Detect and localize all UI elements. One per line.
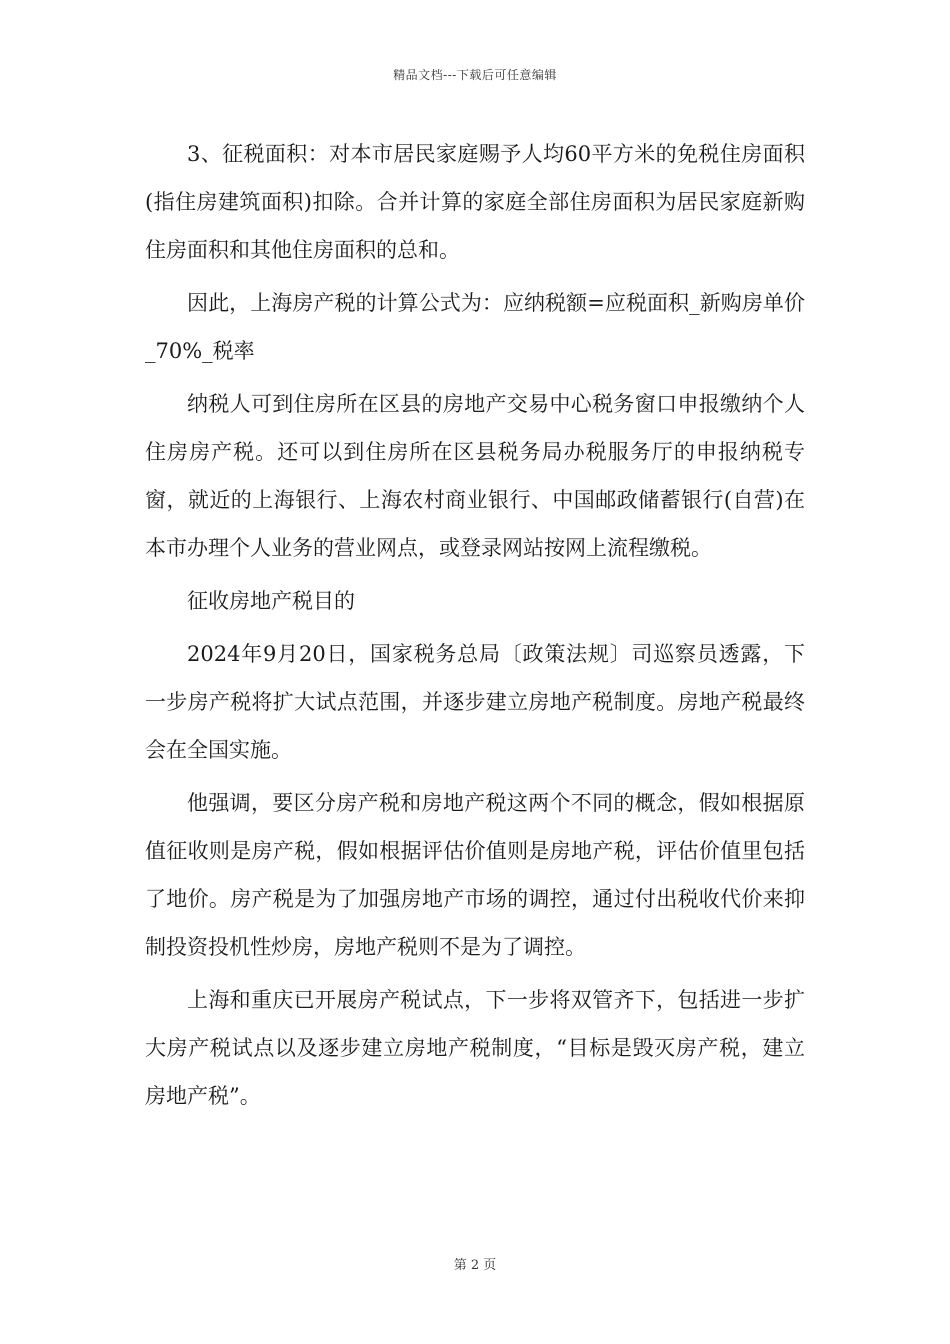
paragraph-taxable-area: 3、征税面积：对本市居民家庭赐予人均60平方米的免税住房面积(指住房建筑面积)扣除。合并计算的家庭全部住房面积为居民家庭新购住房面积和其他住房面积的总和。 — [145, 142, 805, 262]
paragraph-concept-distinction: 他强调，要区分房产税和房地产税这两个不同的概念，假如根据原值征收则是房产税，假如根据评估价值则是房地产税，评估价值里包括了地价。房产税是为了加强房地产市场的调控，通过付出税收代价来抑制投资投机性炒房，房地产税则不是为了调控。 — [145, 791, 805, 959]
document-body — [145, 130, 805, 1125]
section-heading-purpose: 征收房地产税目的 — [187, 589, 355, 613]
page-number: 第 2 页 — [453, 1258, 497, 1273]
paragraph-payment-locations: 纳税人可到住房所在区县的房地产交易中心税务窗口申报缴纳个人住房房产税。还可以到住房所在区县税务局办税服务厅的申报纳税专窗，就近的上海银行、上海农村商业银行、中国邮政储蓄银行(自营)在本市办理个人业务的营业网点，或登录网站按网上流程缴税。 — [145, 392, 805, 560]
paragraph-announcement: 2024年9月20日，国家税务总局〔政策法规〕司巡察员透露，下一步房产税将扩大试点范围，并逐步建立房地产税制度。房地产税最终会在全国实施。 — [145, 642, 805, 762]
paragraph-pilot-programs: 上海和重庆已开展房产税试点，下一步将双管齐下，包括进一步扩大房产税试点以及逐步建立房地产税制度，“目标是毁灭房产税，建立房地产税”。 — [145, 988, 805, 1108]
page-header: 精品文档---下载后可任意编辑 — [393, 68, 557, 82]
paragraph-tax-formula: 因此，上海房产税的计算公式为：应纳税额=应税面积_新购房单价_70%_税率 — [145, 291, 805, 363]
